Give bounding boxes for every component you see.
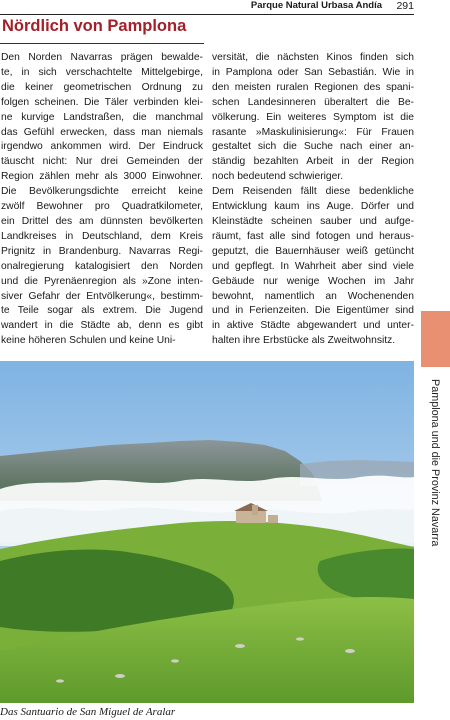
body-text-line: Dem Reisenden fällt diese bedenkliche — [212, 186, 414, 198]
body-text-line: wandert in die Städte ab, denn es gibt — [1, 320, 203, 332]
landscape-photo — [0, 361, 414, 703]
body-text-line: die keiner geometrischen Ordnung zu — [1, 81, 203, 93]
body-text-line: ne kurvige Landstraßen, die manchmal — [1, 111, 203, 123]
body-text-line: in aktive Städte abgewandert und unter- — [212, 320, 414, 332]
header-rule — [0, 14, 414, 15]
body-text-line: rasante »Maskulinisierung«: Für Frauen — [212, 126, 414, 138]
body-text-line: zwölf Bewohner pro Quadratkilometer, — [1, 201, 203, 213]
body-column-left — [1, 51, 203, 349]
body-text-line: Prignitz in Brandenburg. Navarras Regi- — [1, 245, 203, 257]
body-column-right — [212, 51, 414, 349]
running-head: Parque Natural Urbasa Andía — [250, 0, 382, 11]
body-text-line: Den Norden Navarras prägen bewalde- — [1, 52, 203, 63]
body-text-line: und gepflegt. In Wahrheit aber sind viele — [212, 260, 414, 272]
side-tab-marker — [421, 311, 450, 367]
page-number: 291 — [396, 0, 414, 12]
body-text-line: ein Drittel des am dünnsten bevölkerten — [1, 215, 203, 227]
body-text-line: schen Landesinneren überaltert die Be- — [212, 96, 414, 108]
body-text-line: den meisten ruralen Regionen des spani- — [212, 81, 414, 93]
title-rule — [0, 43, 204, 44]
body-text-line: Entwicklung kaum ins Auge. Dörfer und — [212, 201, 414, 213]
body-text-line: Gebäude nur wenige Wochen im Jahr — [212, 275, 414, 287]
body-text-line: te Teile sogar als extrem. Die Jugend — [1, 305, 203, 317]
body-text-line: und in Ferienzeiten. Die Eigentümer sind — [212, 305, 414, 317]
body-text-line: Landkreises in Deutschland, dem Kreis — [1, 230, 203, 242]
body-text-line: in Pamplona oder San Sebastián. Wie in — [212, 66, 414, 78]
body-text-line: te, in sich verschachtelte Mittelgebirge, — [1, 66, 203, 78]
body-text-line: siver Gefahr der Entvölkerung«, bestimm- — [1, 290, 203, 302]
body-text-line: bewohnt, namentlich an Wochenenden — [212, 290, 414, 302]
body-text-line: völkerung. Ein weiteres Symptom ist die — [212, 111, 414, 123]
body-text-line: Die Bevölkerungsdichte erreicht keine — [1, 186, 203, 198]
body-text-line: irgendwo ankommen wird. Der Eindruck — [1, 141, 203, 153]
body-text-line: versität, die nächsten Kinos finden sich — [212, 52, 414, 63]
body-text-line: geputzt, die Bauernhäuser weiß getüncht — [212, 245, 414, 257]
body-text-line: gestaltet sich die Suche nach einer an- — [212, 141, 414, 153]
body-text-line: das Gefühl erwecken, dass man niemals — [1, 126, 203, 138]
body-text-line: Kleinstädte scheinen sauber und aufge- — [212, 215, 414, 227]
body-text-line: räumt, fast alle sind fotogen und heraus- — [212, 230, 414, 242]
body-text-line: täuscht nicht: Nur drei Gemeinden der — [1, 156, 203, 168]
side-chapter-label: Pamplona und die Provinz Navarra — [429, 379, 441, 547]
photo-caption: Das Santuario de San Miguel de Aralar — [0, 706, 176, 718]
body-text-line: halten ihre Erbstücke als Zweitwohnsitz. — [212, 335, 396, 347]
body-text-line: und die Pyrenäenregion als »Zone inten- — [1, 275, 203, 287]
body-text-line: ständig bezahlten Arbeit in der Region — [212, 156, 414, 168]
body-text-line: noch bedeutend schwieriger. — [212, 171, 344, 183]
body-text-line: keine höheren Schulen und keine Uni- — [1, 335, 176, 347]
section-title: Nördlich von Pamplona — [2, 17, 187, 35]
body-text-line: onalregierung katalogisiert den Norden — [1, 260, 203, 272]
body-text-line: Region zählen mehr als 3000 Einwohner. — [1, 171, 203, 183]
body-text-line: folgen scheinen. Die Täler verbinden klei- — [1, 96, 203, 108]
